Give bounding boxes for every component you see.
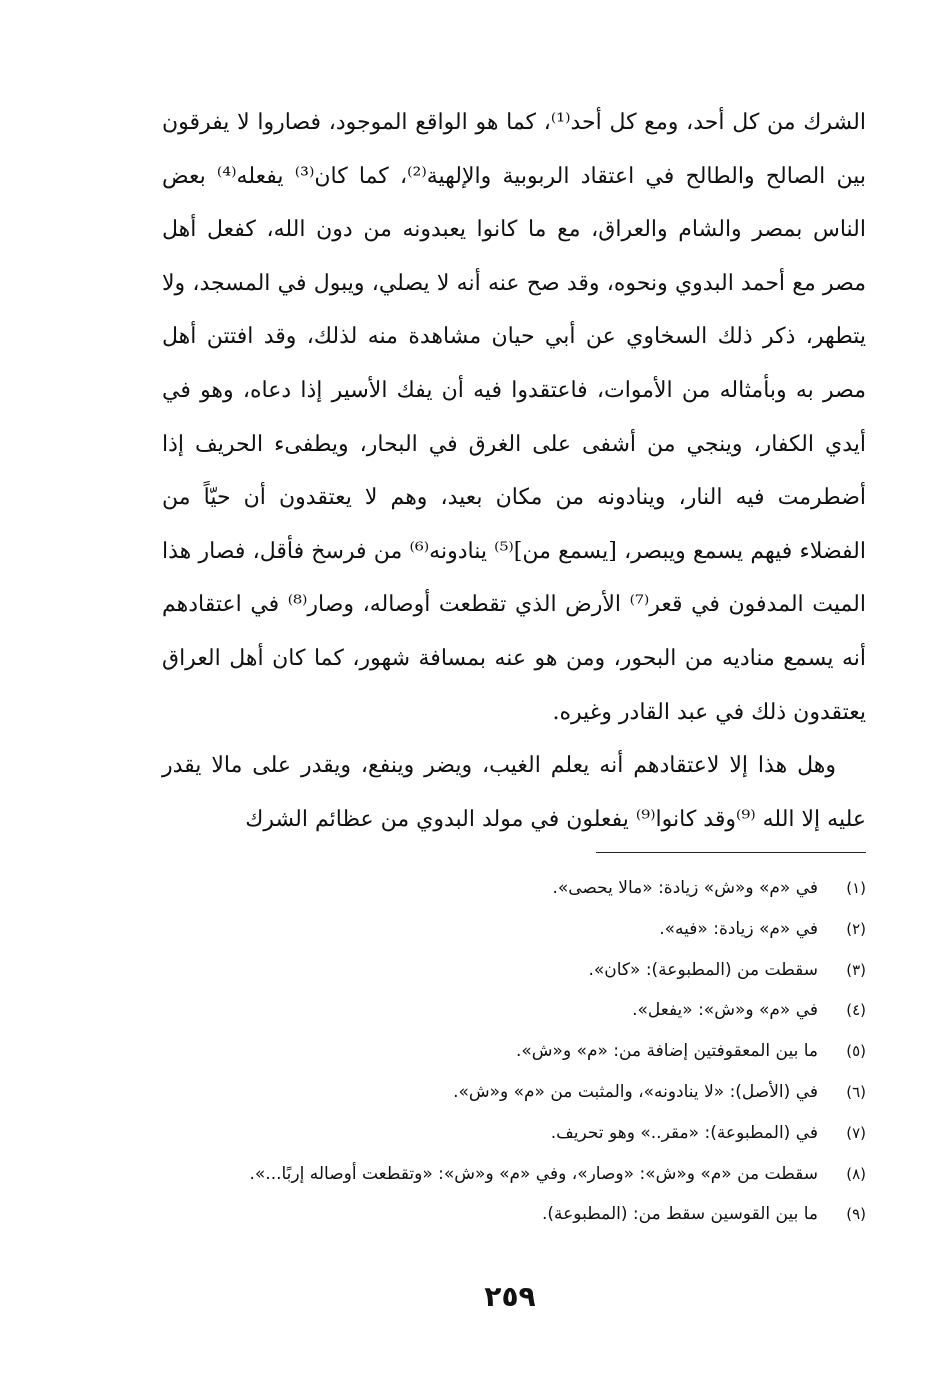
footnote-number: (٧) (846, 1123, 866, 1142)
footnote-number: (٩) (846, 1205, 866, 1224)
footnote-text: في «م» و«ش»: «يفعل». (632, 1000, 818, 1021)
footnote-text: ما بين المعقوفتين إضافة من: «م» و«ش». (516, 1041, 818, 1062)
paragraph-1: الشرك من كل أحد، ومع كل أحد⁽¹⁾، كما هو الواقع الموجود، فصاروا لا يفرقون بين الصالح والطالح في اعتقاد الربوبية والإلهية⁽²⁾، كما كان⁽³⁾ يفعله⁽⁴⁾ بعض الناس بمصر والشام والعراق، مع ما كانوا يعبدونه من دون الله، كفعل أهل مصر مع أحمد البدوي ونحوه، وقد صح عنه أنه لا يصلي، ويبول في المسجد، ولا يتطهر، ذكر ذلك السخاوي عن أبي حيان مشاهدة منه لذلك، وقد افتتن أهل مصر به وبأمثاله من الأموات، فاعتقدوا فيه أن يفك الأسير إذا دعاه، وهو في أيدي الكفار، وينجي من أشفى على الغرق في البحار، ويطفىء الحريف إذا أضطرمت فيه النار، وينادونه من مكان بعيد، وهم لا يعتقدون أن حيّاً من الفضلاء فيهم يسمع ويبصر، [يسمع من]⁽⁵⁾ ينادونه⁽⁶⁾ من فرسخ فأقل، فصار هذا الميت المدفون في قعر⁽⁷⁾ الأرض الذي تقطعت أوصاله، وصار⁽⁸⁾ في اعتقادهم أنه يسمع مناديه من البحور، ومن هو عنه بمسافة شهور، كما كان أهل العراق يعتقدون ذلك في عبد القادر وغيره. (162, 110, 867, 725)
footnote-text: في (الأصل): «لا ينادونه»، والمثبت من «م» و«ش». (453, 1081, 818, 1102)
footnote-text: ما بين القوسين سقط من: (المطبوعة). (542, 1204, 818, 1225)
footnote-item (170, 868, 866, 909)
footnote-number: (٣) (846, 960, 866, 979)
footnote-item (170, 1154, 866, 1195)
footnote-number: (٥) (846, 1042, 866, 1061)
paragraph-2: وهل هذا إلا لاعتقادهم أنه يعلم الغيب، ويضر وينفع، ويقدر على مالا يقدر عليه إلا الله ⁽⁹⁾وقد كانوا⁽⁹⁾ يفعلون في مولد البدوي من عظائم الشرك (162, 753, 866, 832)
footnote-separator (596, 852, 866, 853)
footnote-number: (٢) (846, 919, 866, 938)
footnote-item (170, 909, 866, 950)
footnote-item (170, 1031, 866, 1072)
footnote-number: (٨) (846, 1164, 866, 1183)
footnote-text: في (المطبوعة): «مقر..» وهو تحريف. (550, 1122, 818, 1143)
footnote-text: سقطت من «م» و«ش»: «وصار»، وفي «م» و«ش»: «وتقطعت أوصاله إربًا...». (249, 1163, 818, 1184)
footnote-text: في «م» زيادة: «فيه». (659, 918, 818, 939)
footnote-item (170, 990, 866, 1031)
footnote-number: (٦) (846, 1082, 866, 1101)
main-text-block (162, 96, 866, 846)
page-number: ٢٥٩ (484, 1280, 536, 1313)
footnote-item (170, 950, 866, 991)
footnote-text: في «م» و«ش» زيادة: «مالا يحصى». (552, 878, 818, 898)
footnote-number: (٤) (846, 1001, 866, 1020)
footnote-item (170, 1072, 866, 1113)
footnote-item (170, 1113, 866, 1154)
footnote-text: سقطت من (المطبوعة): «كان». (588, 959, 818, 980)
footnote-item (170, 1194, 866, 1235)
footnote-number: (١) (846, 879, 866, 897)
footnotes-list (170, 868, 866, 1235)
